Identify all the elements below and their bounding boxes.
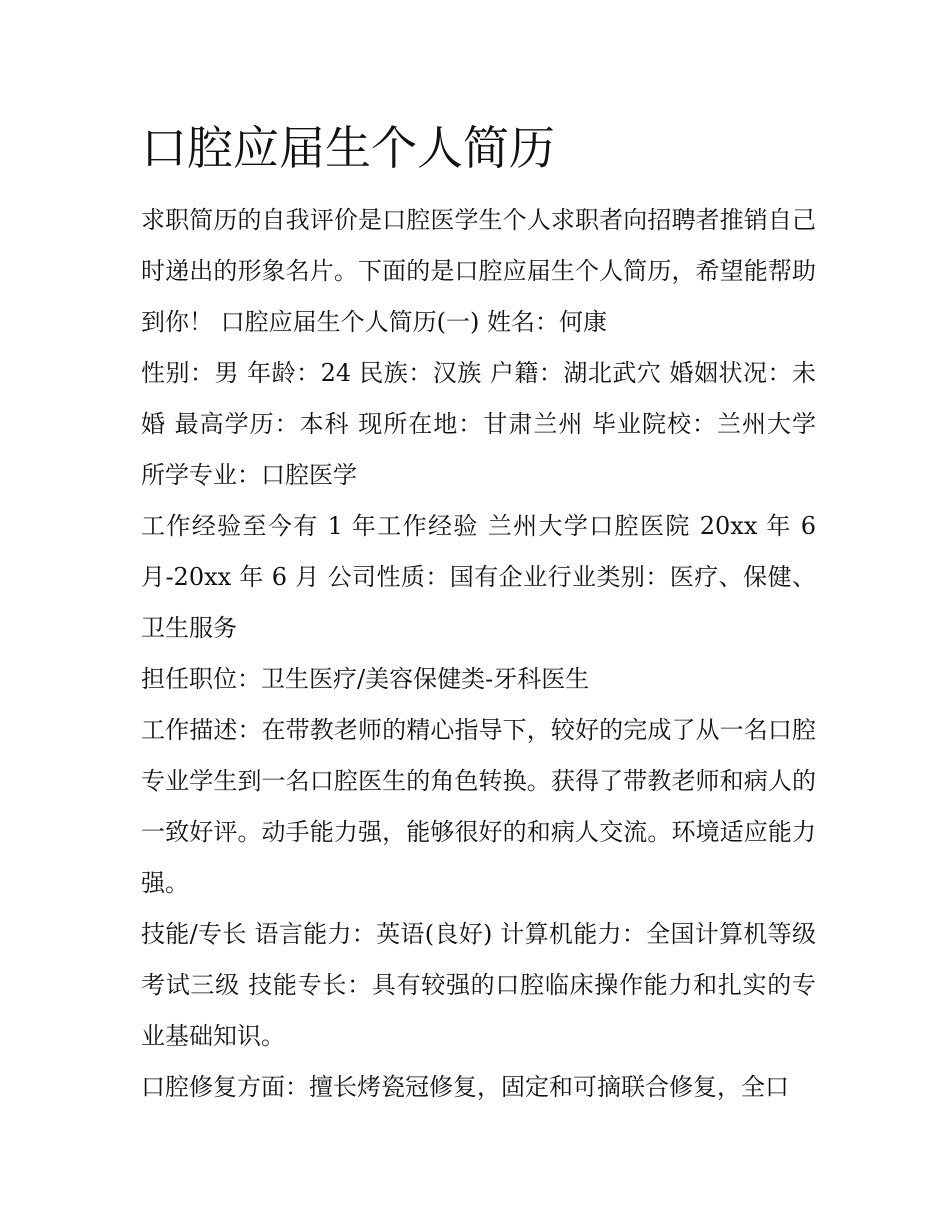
document-title: 口腔应届生个人简历 [141,121,555,175]
paragraph-intro: 求职简历的自我评价是口腔医学生个人求职者向招聘者推销自己时递出的形象名片。下面的是口腔应届生个人简历，希望能帮助到你！ 口腔应届生个人简历(一) 姓名：何康 [141,206,816,336]
paragraph-position: 担任职位：卫生医疗/美容保健类-牙科医生 [141,665,590,693]
paragraph-prosthodontics: 口腔修复方面：擅长烤瓷冠修复，固定和可摘联合修复，全口 [141,1073,789,1101]
paragraph-skills: 技能/专长 语言能力：英语(良好) 计算机能力：全国计算机等级考试三级 技能专长：具有较强的口腔临床操作能力和扎实的专业基础知识。 [141,920,816,1050]
paragraph-work-description: 工作描述：在带教老师的精心指导下，较好的完成了从一名口腔专业学生到一名口腔医生的角色转换。获得了带教老师和病人的一致好评。动手能力强，能够很好的和病人交流。环境适应能力强。 [141,716,816,897]
document-body [141,195,816,1113]
paragraph-personal-info: 性别：男 年龄：24 民族：汉族 户籍：湖北武穴 婚姻状况：未婚 最高学历：本科 现所在地：甘肃兰州 毕业院校：兰州大学 所学专业：口腔医学 [141,359,816,489]
paragraph-work-experience: 工作经验至今有 1 年工作经验 兰州大学口腔医院 20xx 年 6 月-20xx 年 6 月 公司性质：国有企业行业类别：医疗、保健、卫生服务 [141,512,816,642]
